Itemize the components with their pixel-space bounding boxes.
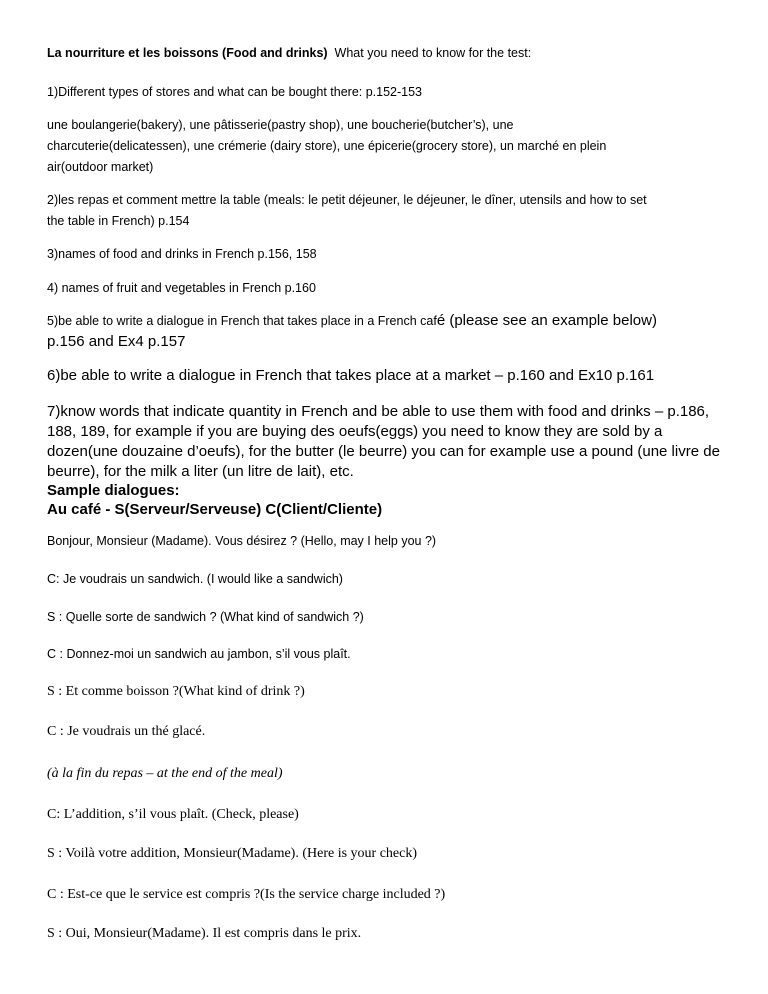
dialogue-line-5: S : Et comme boisson ?(What kind of drink ?) [47, 684, 305, 699]
dialogue-line-7: C: L’addition, s’il vous plaît. (Check, please) [47, 807, 299, 822]
item-5-line-2: p.156 and Ex4 p.157 [47, 333, 186, 350]
dialogue-line-8: S : Voilà votre addition, Monsieur(Madame). (Here is your check) [47, 846, 418, 861]
item-1-desc-line-2: charcuterie(delicatessen), une crémerie (dairy store), une épicerie(grocery store), un marché en plein [47, 139, 607, 153]
item-3: 3)names of food and drinks in French p.156, 158 [47, 247, 317, 261]
page-heading [47, 42, 531, 64]
item-7-line-1: 7)know words that indicate quantity in French and be able to use them with food and drinks – p.186, [47, 403, 710, 420]
item-1-desc-line-3: air(outdoor market) [47, 160, 154, 174]
item-7-line-2: 188, 189, for example if you are buying des oeufs(eggs) you need to know they are sold by a [47, 423, 663, 440]
dialogue-line-4: C : Donnez-moi un sandwich au jambon, s’il vous plaît. [47, 647, 351, 661]
dialogue-line-10: S : Oui, Monsieur(Madame). Il est compris dans le prix. [47, 926, 362, 941]
dialogue-line-9: C : Est-ce que le service est compris ?(Is the service charge included ?) [47, 887, 446, 902]
item-4: 4) names of fruit and vegetables in French p.160 [47, 281, 316, 295]
heading-subtitle: What you need to know for the test: [334, 46, 532, 60]
item-7-line-3: dozen(une douzaine d’oeufs), for the butter (le beurre) you can for example use a pound (une livre de [47, 443, 720, 460]
dialogue-line-6: C : Je voudrais un thé glacé. [47, 724, 206, 739]
item-7-line-4: beurre), for the milk a liter (un litre de lait), etc. [47, 463, 354, 480]
dialogue-line-3: S : Quelle sorte de sandwich ? (What kind of sandwich ?) [47, 610, 364, 624]
item-6: 6)be able to write a dialogue in French that takes place at a market – p.160 and Ex10 p.161 [47, 367, 655, 384]
dialogue-line-2: C: Je voudrais un sandwich. (I would like a sandwich) [47, 572, 343, 586]
dialogue-stage-note: (à la fin du repas – at the end of the meal) [47, 766, 283, 781]
item-2-line-1: 2)les repas et comment mettre la table (meals: le petit déjeuner, le déjeuner, le dîner, utensils and how to set [47, 193, 647, 207]
dialogue-line-1: Bonjour, Monsieur (Madame). Vous désirez ? (Hello, may I help you ?) [47, 534, 437, 548]
item-1-desc-line-1: une boulangerie(bakery), une pâtisserie(pastry shop), une boucherie(butcher’s), une [47, 118, 514, 132]
item-5-text-a: 5)be able to write a dialogue in French that takes place in a French caf [47, 314, 437, 328]
sample-dialogues-title: Sample dialogues: [47, 482, 180, 499]
item-5-line-1 [47, 310, 657, 332]
item-2-line-2: the table in French) p.154 [47, 214, 190, 228]
item-5-text-b: é (please see an example below) [436, 312, 657, 329]
sample-dialogues-subtitle: Au café - S(Serveur/Serveuse) C(Client/Cliente) [47, 501, 383, 518]
heading-title: La nourriture et les boissons (Food and drinks) [47, 46, 328, 60]
item-1: 1)Different types of stores and what can be bought there: p.152-153 [47, 85, 423, 99]
